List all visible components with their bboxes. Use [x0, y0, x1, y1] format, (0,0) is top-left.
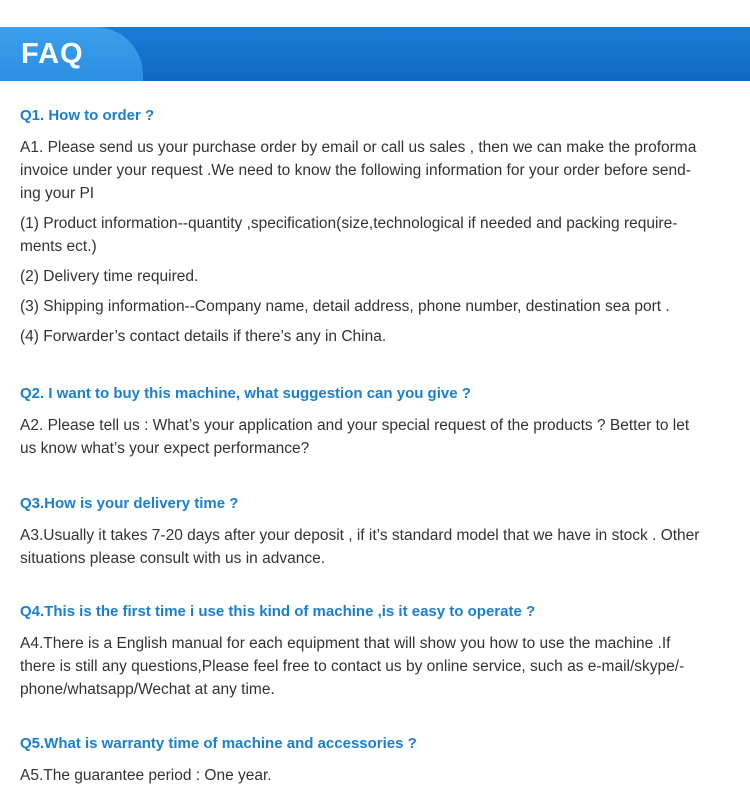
- faq-question: Q1. How to order ?: [20, 107, 155, 124]
- faq-item-3: [20, 494, 732, 570]
- faq-answer: A1. Please send us your purchase order by email or call us sales , then we can make the proforma invoice under your request .We need to know the following information for your order before send- ing your PI: [20, 139, 697, 202]
- faq-item-4: [20, 602, 732, 701]
- faq-item-5: [20, 734, 732, 787]
- faq-question: Q3.How is your delivery time ?: [20, 495, 239, 512]
- faq-answer: A4.There is a English manual for each equipment that will show you how to use the machine .If there is still any questions,Please feel free to contact us by online service, such as e-mail/skype/- phone/whatsapp/Wechat at any time.: [20, 635, 685, 698]
- page-title: FAQ: [21, 38, 84, 70]
- faq-item-2: [20, 384, 732, 460]
- faq-answer: A5.The guarantee period : One year.: [20, 767, 272, 784]
- faq-answer: (2) Delivery time required.: [20, 268, 199, 285]
- faq-answer: (3) Shipping information--Company name, detail address, phone number, destination sea port .: [20, 298, 670, 315]
- faq-question: Q2. I want to buy this machine, what suggestion can you give ?: [20, 385, 471, 402]
- faq-answer: (4) Forwarder’s contact details if there’s any in China.: [20, 328, 387, 345]
- faq-answer: A3.Usually it takes 7-20 days after your deposit , if it’s standard model that we have in stock . Other situations please consult with us in advance.: [20, 527, 700, 567]
- faq-answer: (1) Product information--quantity ,specification(size,technological if needed and packing require- ments ect.): [20, 215, 678, 255]
- faq-item-1: [20, 106, 732, 348]
- faq-answer: A2. Please tell us : What’s your application and your special request of the products ? Better to let us know what’s your expect performance?: [20, 417, 690, 457]
- faq-question: Q5.What is warranty time of machine and accessories ?: [20, 735, 417, 752]
- faq-question: Q4.This is the first time i use this kind of machine ,is it easy to operate ?: [20, 603, 536, 620]
